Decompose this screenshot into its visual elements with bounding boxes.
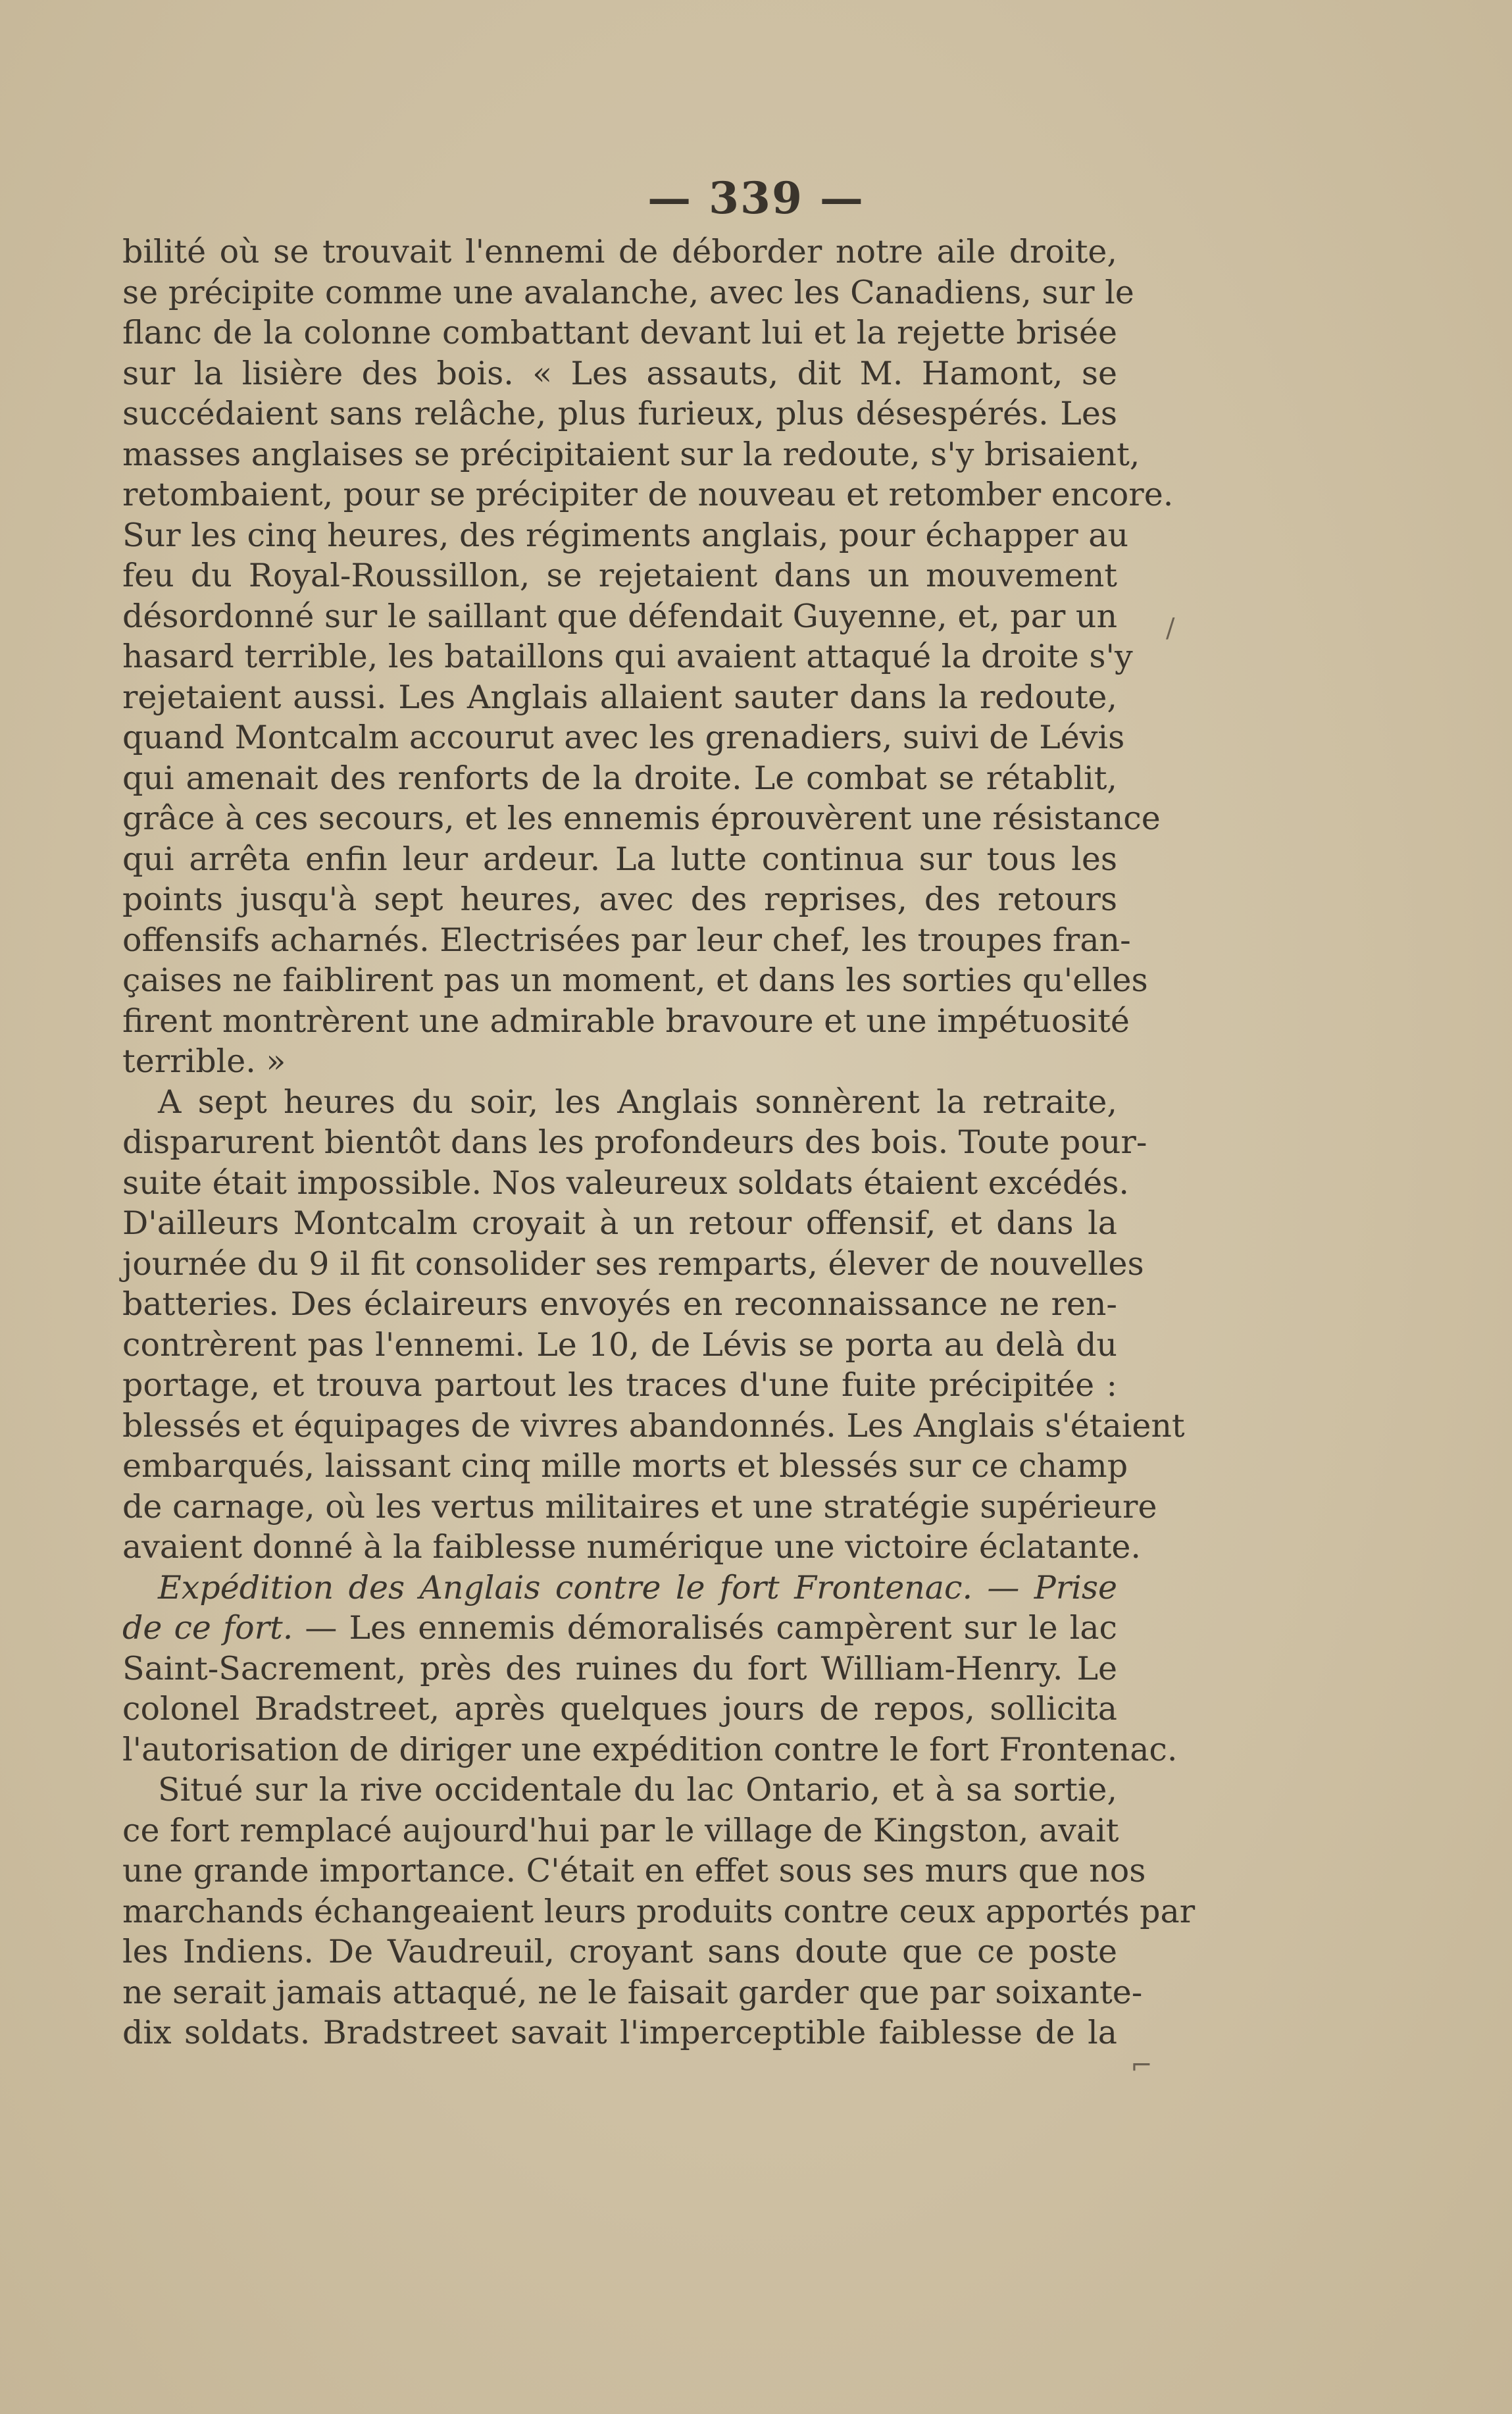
text-line: retombaient, pour se précipiter de nouveau et retomber encore. (122, 476, 1174, 513)
text-line: portage, et trouva partout les traces d'une fuite précipitée : (122, 1366, 1117, 1404)
text-line: firent montrèrent une admirable bravoure et une impétuosité (122, 1002, 1130, 1040)
text-line: journée du 9 il fit consolider ses remparts, élever de nouvelles (122, 1245, 1144, 1283)
text-line: disparurent bientôt dans les profondeurs des bois. Toute pour- (122, 1123, 1147, 1161)
text-line: flanc de la colonne combattant devant lui et la rejette brisée (122, 314, 1117, 351)
text-line: avaient donné à la faiblesse numérique une victoire éclatante. (122, 1528, 1141, 1566)
text-line (122, 1608, 1117, 1649)
text-line: marchands échangeaient leurs produits contre ceux apportés par (122, 1892, 1196, 1930)
text-line: sur la lisière des bois. « Les assauts, dit M. Hamont, se (122, 354, 1117, 392)
margin-mark: / (1166, 613, 1175, 644)
paragraph-1 (122, 232, 1174, 1082)
text-line: contrèrent pas l'ennemi. Le 10, de Lévis se porta au delà du (122, 1325, 1117, 1364)
text-line: bilité où se trouvait l'ennemi de déborder notre aile droite, (122, 233, 1117, 270)
text-line: D'ailleurs Montcalm croyait à un retour offensif, et dans la (122, 1204, 1117, 1242)
paragraph-3 (122, 1568, 1178, 1770)
paragraph-2 (122, 1082, 1185, 1568)
margin-mark: ⌐ (1130, 2051, 1153, 2081)
text-line: dix soldats. Bradstreet savait l'imperceptible faiblesse de la (122, 2014, 1117, 2051)
text-line: quand Montcalm accourut avec les grenadiers, suivi de Lévis (122, 719, 1125, 756)
text-line: qui amenait des renforts de la droite. Le combat se rétablit, (122, 759, 1117, 797)
text-line: hasard terrible, les bataillons qui avaient attaqué la droite s'y (122, 638, 1133, 675)
body-text (122, 232, 1196, 2053)
text-line: Sur les cinq heures, des régiments anglais, pour échapper au (122, 516, 1129, 554)
text-line: batteries. Des éclaireurs envoyés en reconnaissance ne ren- (122, 1285, 1117, 1323)
text-line: embarqués, laissant cinq mille morts et blessés sur ce champ (122, 1447, 1128, 1485)
text-line: désordonné sur le saillant que défendait Guyenne, et, par un (122, 597, 1117, 635)
text-line: çaises ne faiblirent pas un moment, et dans les sorties qu'elles (122, 962, 1148, 999)
text-line: points jusqu'à sept heures, avec des reprises, des retours (122, 881, 1117, 918)
text-line: colonel Bradstreet, après quelques jours de repos, sollicita (122, 1690, 1117, 1728)
text-line: ce fort remplacé aujourd'hui par le village de Kingston, avait (122, 1811, 1119, 1849)
text-line: qui arrêta enfin leur ardeur. La lutte continua sur tous les (122, 840, 1117, 878)
text-line: terrible. » (122, 1042, 286, 1080)
text-line: suite était impossible. Nos valeureux soldats étaient excédés. (122, 1164, 1129, 1202)
text-line: feu du Royal-Roussillon, se rejetaient dans un mouvement (122, 557, 1117, 594)
text-line: A sept heures du soir, les Anglais sonnèrent la retraite, (158, 1083, 1117, 1121)
text-line: l'autorisation de diriger une expédition contre le fort Frontenac. (122, 1730, 1178, 1768)
text-line: offensifs acharnés. Electrisées par leur chef, les troupes fran- (122, 921, 1131, 959)
text-line: succédaient sans relâche, plus furieux, plus désespérés. Les (122, 395, 1117, 432)
page-number: — 339 — (647, 172, 865, 224)
text-line: de carnage, où les vertus militaires et une stratégie supérieure (122, 1487, 1157, 1526)
section-heading: Expédition des Anglais contre le fort Frontenac. — Prise (158, 1568, 1117, 1606)
text-line: Situé sur la rive occidentale du lac Ontario, et à sa sortie, (158, 1771, 1117, 1809)
text-line: une grande importance. C'était en effet sous ses murs que nos (122, 1852, 1146, 1889)
text-line: rejetaient aussi. Les Anglais allaient sauter dans la redoute, (122, 678, 1117, 716)
text-line: se précipite comme une avalanche, avec les Canadiens, sur le (122, 273, 1134, 311)
text-line: blessés et équipages de vivres abandonnés. Les Anglais s'étaient (122, 1406, 1185, 1445)
heading-line-rest: — Les ennemis démoralisés campèrent sur le lac (293, 1609, 1117, 1647)
text-line: masses anglaises se précipitaient sur la redoute, s'y brisaient, (122, 435, 1140, 473)
text-line: Saint-Sacrement, près des ruines du fort William-Henry. Le (122, 1649, 1117, 1687)
text-line: grâce à ces secours, et les ennemis éprouvèrent une résistance (122, 800, 1161, 837)
text-line (122, 1568, 1117, 1608)
text-line: les Indiens. De Vaudreuil, croyant sans doute que ce poste (122, 1933, 1117, 1970)
text-line: ne serait jamais attaqué, ne le faisait garder que par soixante- (122, 1973, 1143, 2011)
section-heading-continued: de ce fort. (122, 1609, 293, 1647)
paragraph-4 (122, 1770, 1196, 2053)
